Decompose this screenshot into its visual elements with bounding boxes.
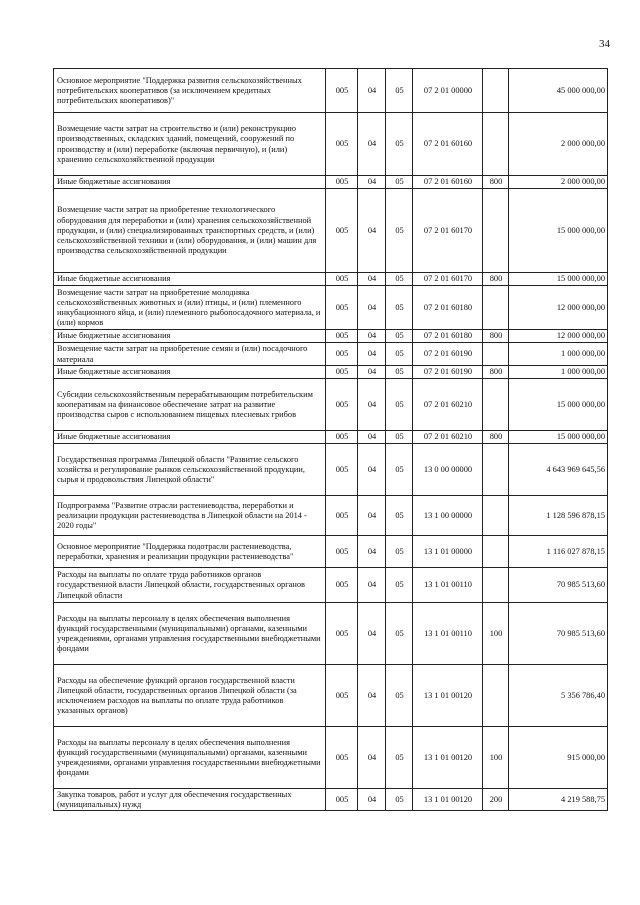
item-name-cell: Закупка товаров, работ и услуг для обеспечения государственных (муниципальных) нужд	[54, 789, 326, 811]
expense-type-cell: 100	[483, 727, 509, 789]
target-article-cell: 07 2 01 60160	[413, 113, 483, 176]
expense-type-cell	[483, 286, 509, 330]
subsection-cell: 05	[386, 603, 413, 665]
target-article-cell: 07 2 01 60170	[413, 273, 483, 286]
target-article-cell: 13 1 01 00120	[413, 665, 483, 727]
table-row	[54, 176, 608, 189]
item-name-cell: Основное мероприятие "Поддержка развития сельскохозяйственных потребительских кооперативов (за исключением кредитных потребительских кооперативов)"	[54, 69, 326, 113]
admin-code-cell: 005	[326, 444, 358, 496]
subsection-cell: 05	[386, 444, 413, 496]
subsection-cell: 05	[386, 273, 413, 286]
amount-cell: 12 000 000,00	[509, 286, 608, 330]
target-article-cell: 13 1 01 00120	[413, 727, 483, 789]
amount-cell: 915 000,00	[509, 727, 608, 789]
amount-cell: 1 000 000,00	[509, 343, 608, 366]
item-name-cell: Иные бюджетные ассигнования	[54, 431, 326, 444]
amount-cell: 15 000 000,00	[509, 273, 608, 286]
section-cell: 04	[358, 176, 386, 189]
table-body	[54, 69, 608, 811]
section-cell: 04	[358, 366, 386, 379]
table-row	[54, 273, 608, 286]
section-cell: 04	[358, 113, 386, 176]
admin-code-cell: 005	[326, 379, 358, 431]
table-row	[54, 789, 608, 811]
admin-code-cell: 005	[326, 189, 358, 273]
expense-type-cell: 800	[483, 366, 509, 379]
item-name-cell: Расходы на обеспечение функций органов государственной власти Липецкой области, государственных органов Липецкой области (за исключением расходов на выплаты по оплате труда работников указанных органов)	[54, 665, 326, 727]
subsection-cell: 05	[386, 727, 413, 789]
section-cell: 04	[358, 568, 386, 603]
subsection-cell: 05	[386, 176, 413, 189]
page-number: 34	[599, 38, 610, 50]
target-article-cell: 07 2 01 60170	[413, 189, 483, 273]
table-row	[54, 431, 608, 444]
section-cell: 04	[358, 343, 386, 366]
section-cell: 04	[358, 189, 386, 273]
item-name-cell: Основное мероприятие "Поддержка подотрасли растениеводства, переработки, хранения и реализации продукции растениеводства"	[54, 536, 326, 568]
section-cell: 04	[358, 69, 386, 113]
amount-cell: 12 000 000,00	[509, 330, 608, 343]
admin-code-cell: 005	[326, 431, 358, 444]
section-cell: 04	[358, 665, 386, 727]
target-article-cell: 13 1 01 00110	[413, 568, 483, 603]
amount-cell: 5 356 786,40	[509, 665, 608, 727]
subsection-cell: 05	[386, 343, 413, 366]
item-name-cell: Расходы на выплаты персоналу в целях обеспечения выполнения функций государственными (муниципальными) органами, казенными учреждениями, органами управления государственными внебюджетными фондами	[54, 727, 326, 789]
table-row	[54, 286, 608, 330]
subsection-cell: 05	[386, 431, 413, 444]
section-cell: 04	[358, 536, 386, 568]
target-article-cell: 13 1 01 00110	[413, 603, 483, 665]
amount-cell: 45 000 000,00	[509, 69, 608, 113]
amount-cell: 70 985 513,60	[509, 568, 608, 603]
table-row	[54, 189, 608, 273]
target-article-cell: 07 2 01 60160	[413, 176, 483, 189]
admin-code-cell: 005	[326, 69, 358, 113]
expense-type-cell	[483, 69, 509, 113]
section-cell: 04	[358, 444, 386, 496]
target-article-cell: 13 1 00 00000	[413, 496, 483, 536]
table-row	[54, 568, 608, 603]
expense-type-cell: 800	[483, 330, 509, 343]
expense-type-cell: 800	[483, 176, 509, 189]
admin-code-cell: 005	[326, 343, 358, 366]
table-row	[54, 113, 608, 176]
item-name-cell: Иные бюджетные ассигнования	[54, 366, 326, 379]
table-row	[54, 69, 608, 113]
expense-type-cell: 800	[483, 273, 509, 286]
item-name-cell: Возмещение части затрат на приобретение семян и (или) посадочного материала	[54, 343, 326, 366]
item-name-cell: Подпрограмма "Развитие отрасли растениеводства, переработки и реализации продукции растениеводства в Липецкой области на 2014 - 2020 годы"	[54, 496, 326, 536]
section-cell: 04	[358, 286, 386, 330]
section-cell: 04	[358, 330, 386, 343]
amount-cell: 15 000 000,00	[509, 379, 608, 431]
amount-cell: 1 128 596 878,15	[509, 496, 608, 536]
subsection-cell: 05	[386, 330, 413, 343]
admin-code-cell: 005	[326, 113, 358, 176]
section-cell: 04	[358, 431, 386, 444]
target-article-cell: 13 1 01 00120	[413, 789, 483, 811]
admin-code-cell: 005	[326, 330, 358, 343]
budget-table	[53, 68, 608, 811]
item-name-cell: Расходы на выплаты по оплате труда работников органов государственной власти Липецкой области, государственных органов Липецкой области	[54, 568, 326, 603]
expense-type-cell: 800	[483, 431, 509, 444]
target-article-cell: 07 2 01 60210	[413, 431, 483, 444]
admin-code-cell: 005	[326, 568, 358, 603]
admin-code-cell: 005	[326, 496, 358, 536]
amount-cell: 15 000 000,00	[509, 431, 608, 444]
amount-cell: 2 000 000,00	[509, 176, 608, 189]
item-name-cell: Возмещение части затрат на строительство и (или) реконструкцию производственных, складских зданий, помещений, сооружений по производству и (или) переработке (включая первичную), и (или) хранению сельскохозяйственной продукции	[54, 113, 326, 176]
amount-cell: 2 000 000,00	[509, 113, 608, 176]
item-name-cell: Иные бюджетные ассигнования	[54, 273, 326, 286]
section-cell: 04	[358, 379, 386, 431]
subsection-cell: 05	[386, 379, 413, 431]
table-row	[54, 727, 608, 789]
section-cell: 04	[358, 496, 386, 536]
subsection-cell: 05	[386, 496, 413, 536]
target-article-cell: 07 2 01 60180	[413, 330, 483, 343]
admin-code-cell: 005	[326, 603, 358, 665]
expense-type-cell	[483, 113, 509, 176]
target-article-cell: 07 2 01 60210	[413, 379, 483, 431]
target-article-cell: 13 1 01 00000	[413, 536, 483, 568]
target-article-cell: 07 2 01 60190	[413, 343, 483, 366]
expense-type-cell	[483, 496, 509, 536]
admin-code-cell: 005	[326, 273, 358, 286]
item-name-cell: Возмещение части затрат на приобретение технологического оборудования для переработки и (или) хранения сельскохозяйственной продукции, и (или) специализированных транспортных средств, и (или) сельскохозяйственной техники и (или) оборудования, и (или) машин для производства сельскохозяйственной продукции	[54, 189, 326, 273]
expense-type-cell	[483, 536, 509, 568]
subsection-cell: 05	[386, 189, 413, 273]
admin-code-cell: 005	[326, 536, 358, 568]
item-name-cell: Государственная программа Липецкой области "Развитие сельского хозяйства и регулирование рынков сельскохозяйственной продукции, сырья и продовольствия Липецкой области"	[54, 444, 326, 496]
admin-code-cell: 005	[326, 665, 358, 727]
amount-cell: 1 116 027 878,15	[509, 536, 608, 568]
expense-type-cell: 200	[483, 789, 509, 811]
target-article-cell: 13 0 00 00000	[413, 444, 483, 496]
table-row	[54, 665, 608, 727]
admin-code-cell: 005	[326, 366, 358, 379]
subsection-cell: 05	[386, 113, 413, 176]
amount-cell: 15 000 000,00	[509, 189, 608, 273]
item-name-cell: Возмещение части затрат на приобретение молодняка сельскохозяйственных животных и (или) птицы, и (или) племенного инкубационного яйца, и (или) племенного рыбопосадочного материала, и (или) кормов	[54, 286, 326, 330]
subsection-cell: 05	[386, 665, 413, 727]
table-row	[54, 343, 608, 366]
expense-type-cell	[483, 379, 509, 431]
subsection-cell: 05	[386, 286, 413, 330]
section-cell: 04	[358, 727, 386, 789]
table-row	[54, 366, 608, 379]
subsection-cell: 05	[386, 789, 413, 811]
section-cell: 04	[358, 273, 386, 286]
amount-cell: 1 000 000,00	[509, 366, 608, 379]
item-name-cell: Расходы на выплаты персоналу в целях обеспечения выполнения функций государственными (муниципальными) органами, казенными учреждениями, органами управления государственными внебюджетными фондами	[54, 603, 326, 665]
admin-code-cell: 005	[326, 176, 358, 189]
table-row	[54, 444, 608, 496]
expense-type-cell	[483, 343, 509, 366]
subsection-cell: 05	[386, 69, 413, 113]
section-cell: 04	[358, 789, 386, 811]
item-name-cell: Субсидии сельскохозяйственным перерабатывающим потребительским кооперативам на финансовое обеспечение затрат на развитие производства сыров с использованием пищевых плесневых грибов	[54, 379, 326, 431]
table-row	[54, 536, 608, 568]
expense-type-cell	[483, 568, 509, 603]
amount-cell: 4 643 969 645,56	[509, 444, 608, 496]
item-name-cell: Иные бюджетные ассигнования	[54, 176, 326, 189]
table-row	[54, 603, 608, 665]
expense-type-cell	[483, 665, 509, 727]
admin-code-cell: 005	[326, 789, 358, 811]
expense-type-cell	[483, 189, 509, 273]
amount-cell: 4 219 588,75	[509, 789, 608, 811]
expense-type-cell	[483, 444, 509, 496]
target-article-cell: 07 2 01 00000	[413, 69, 483, 113]
table-row	[54, 379, 608, 431]
admin-code-cell: 005	[326, 286, 358, 330]
expense-type-cell: 100	[483, 603, 509, 665]
target-article-cell: 07 2 01 60180	[413, 286, 483, 330]
target-article-cell: 07 2 01 60190	[413, 366, 483, 379]
admin-code-cell: 005	[326, 727, 358, 789]
subsection-cell: 05	[386, 366, 413, 379]
section-cell: 04	[358, 603, 386, 665]
amount-cell: 70 985 513,60	[509, 603, 608, 665]
table-row	[54, 496, 608, 536]
item-name-cell: Иные бюджетные ассигнования	[54, 330, 326, 343]
subsection-cell: 05	[386, 536, 413, 568]
subsection-cell: 05	[386, 568, 413, 603]
table-row	[54, 330, 608, 343]
